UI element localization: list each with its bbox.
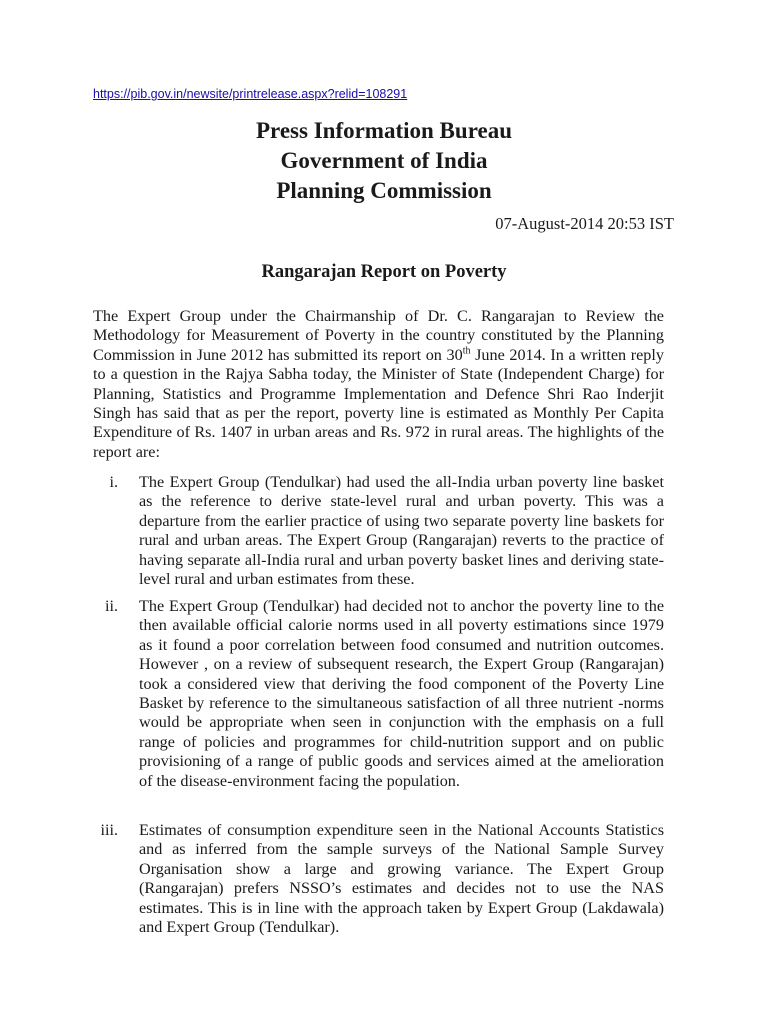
department-name: Planning Commission <box>276 178 492 203</box>
item-text: The Expert Group (Tendulkar) had decided not to anchor the poverty line to the then available official calorie norms used in all poverty estimations since 1979 as it found a poor correlation between food consumed and nutrition outcomes. However , on a review of subsequent research, the Expert Group (Rangarajan) took a considered view that deriving the food component of the Poverty Line Basket by reference to the simultaneous satisfaction of all three nutrient -norms would be appropriate when seen in conjunction with the emphasis on a full range of policies and programmes for child-nutrition support and on public provisioning of a range of public goods and services aimed at the amelioration of the disease-environment facing the population. <box>139 597 664 790</box>
intro-paragraph <box>93 307 664 462</box>
item-number: iii. <box>100 821 118 839</box>
government-name: Government of India <box>280 148 488 173</box>
item-text: The Expert Group (Tendulkar) had used the all-India urban poverty line basket as the reference to derive state-level rural and urban poverty. This was a departure from the earlier practice of using two separate poverty line baskets for rural and urban areas. The Expert Group (Rangarajan) reverts to the practice of having separate all-India rural and urban poverty basket lines and deriving state-level rural and urban estimates from these. <box>139 473 664 589</box>
item-text: Estimates of consumption expenditure seen in the National Accounts Statistics and as inferred from the sample surveys of the National Sample Survey Organisation show a large and growing variance. The Expert Group (Rangarajan) prefers NSSO’s estimates and decides not to use the NAS estimates. This is in line with the approach taken by Expert Group (Lakdawala) and Expert Group (Tendulkar). <box>139 821 664 937</box>
item-number: ii. <box>104 597 118 615</box>
source-link[interactable]: https://pib.gov.in/newsite/printrelease.aspx?relid=108291 <box>93 87 408 101</box>
intro-text-part2: June 2014. In a written reply to a question in the Rajya Sabha today, the Minister of State (Independent Charge) for Planning, Statistics and Programme Implementation and Defence Shri Rao Inderjit Singh has said that as per the report, poverty line is estimated as Monthly Per Capita Expenditure of Rs. 1407 in urban areas and Rs. 972 in rural areas. The highlights of the report are: <box>93 345 664 461</box>
document-title: Rangarajan Report on Poverty <box>261 262 507 282</box>
release-date: 07-August-2014 20:53 IST <box>495 214 674 233</box>
intro-text-part1: The Expert Group under the Chairmanship of Dr. C. Rangarajan to Review the Methodology for Measurement of Poverty in the country constituted by the Planning Commission in June 2012 has submitted its report on 30 <box>93 307 664 364</box>
org-name: Press Information Bureau <box>256 118 512 143</box>
item-number: i. <box>109 473 118 491</box>
date-superscript: th <box>462 345 471 357</box>
